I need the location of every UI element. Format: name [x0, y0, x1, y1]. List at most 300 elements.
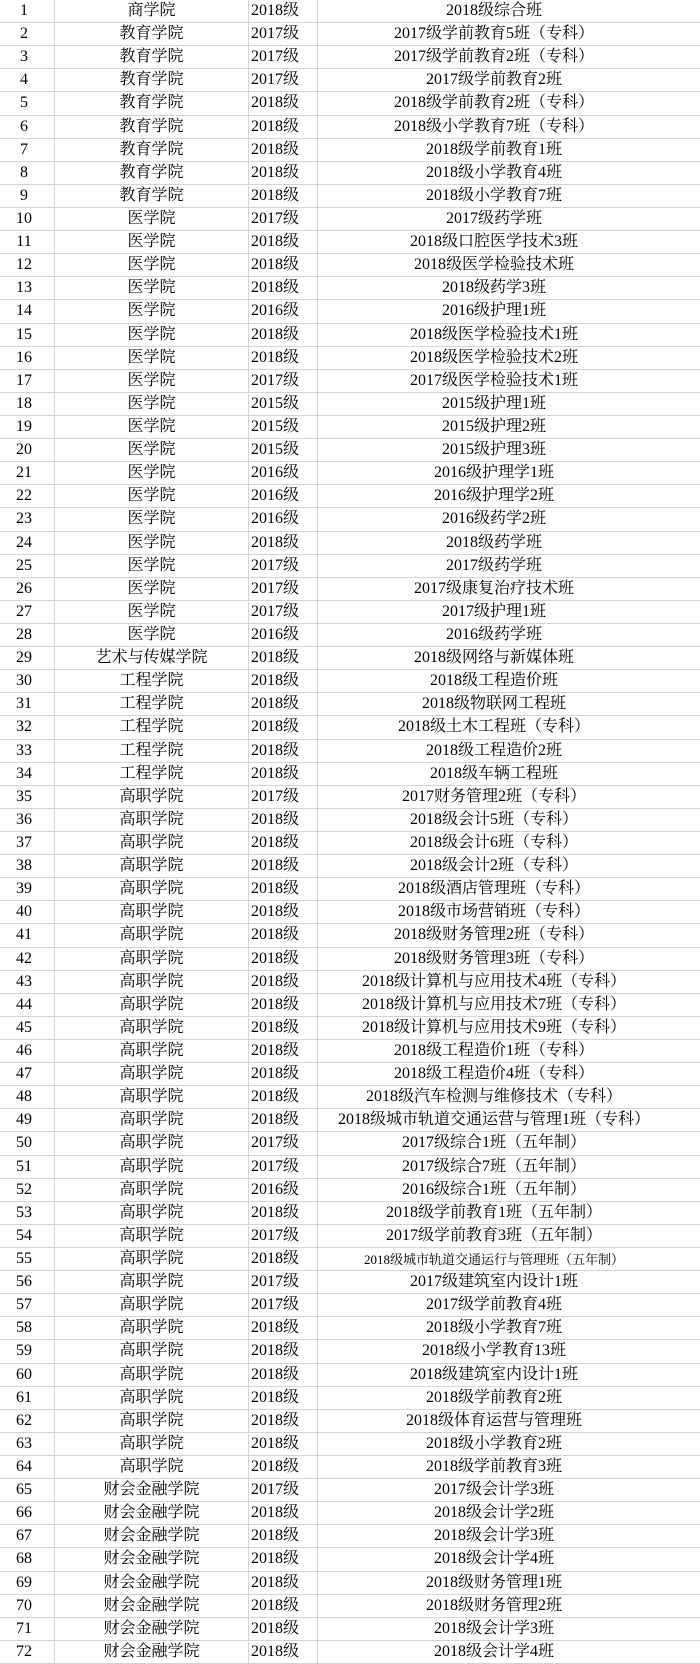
- table-row: [0, 624, 700, 647]
- table-row: [0, 462, 700, 485]
- grade-cell: 2018级: [249, 740, 318, 763]
- college-cell: 高职学院: [55, 971, 249, 994]
- grade-cell: 2018级: [249, 1433, 318, 1456]
- table-row: [0, 901, 700, 924]
- grade-cell: 2018级: [249, 994, 318, 1017]
- college-cell: 医学院: [55, 300, 249, 323]
- college-cell: 高职学院: [55, 1364, 249, 1387]
- college-cell: 高职学院: [55, 1387, 249, 1410]
- table-row: [0, 1063, 700, 1086]
- row-number-cell: 34: [0, 763, 55, 786]
- college-cell: 高职学院: [55, 1410, 249, 1433]
- table-row: [0, 1572, 700, 1595]
- class-name-cell: 2018级小学教育7班: [318, 1317, 700, 1340]
- table-row: [0, 300, 700, 323]
- row-number-cell: 60: [0, 1364, 55, 1387]
- class-name-cell: 2015级护理3班: [318, 439, 700, 462]
- college-cell: 医学院: [55, 347, 249, 370]
- college-cell: 医学院: [55, 231, 249, 254]
- table-row: [0, 1364, 700, 1387]
- college-cell: 医学院: [55, 532, 249, 555]
- college-cell: 高职学院: [55, 1040, 249, 1063]
- college-cell: 商学院: [55, 0, 249, 23]
- class-name-cell: 2018级医学检验技术1班: [318, 324, 700, 347]
- college-cell: 医学院: [55, 254, 249, 277]
- row-number-cell: 9: [0, 185, 55, 208]
- class-name-cell: 2018级药学班: [318, 532, 700, 555]
- table-row: [0, 994, 700, 1017]
- grade-cell: 2018级: [249, 647, 318, 670]
- row-number-cell: 28: [0, 624, 55, 647]
- class-name-cell: 2018级计算机与应用技术4班（专科）: [318, 971, 700, 994]
- college-cell: 教育学院: [55, 162, 249, 185]
- grade-cell: 2018级: [249, 1086, 318, 1109]
- row-number-cell: 46: [0, 1040, 55, 1063]
- grade-cell: 2018级: [249, 139, 318, 162]
- table-row: [0, 971, 700, 994]
- grade-cell: 2018级: [249, 0, 318, 23]
- grade-cell: 2017级: [249, 208, 318, 231]
- college-cell: 财会金融学院: [55, 1548, 249, 1571]
- row-number-cell: 57: [0, 1294, 55, 1317]
- class-name-cell: 2018级计算机与应用技术7班（专科）: [318, 994, 700, 1017]
- table-row: [0, 485, 700, 508]
- grade-cell: 2018级: [249, 1456, 318, 1479]
- row-number-cell: 3: [0, 46, 55, 69]
- grade-cell: 2018级: [249, 832, 318, 855]
- table-row: [0, 69, 700, 92]
- table-row: [0, 763, 700, 786]
- row-number-cell: 62: [0, 1410, 55, 1433]
- row-number-cell: 67: [0, 1525, 55, 1548]
- row-number-cell: 19: [0, 416, 55, 439]
- grade-cell: 2018级: [249, 1410, 318, 1433]
- class-name-cell: 2018级工程造价1班（专科）: [318, 1040, 700, 1063]
- table-row: [0, 716, 700, 739]
- table-row: [0, 1641, 700, 1664]
- row-number-cell: 35: [0, 786, 55, 809]
- class-name-cell: 2018级会计学2班: [318, 1502, 700, 1525]
- class-name-cell: 2018级酒店管理班（专科）: [318, 878, 700, 901]
- row-number-cell: 6: [0, 116, 55, 139]
- row-number-cell: 37: [0, 832, 55, 855]
- class-name-cell: 2018级汽车检测与维修技术（专科）: [318, 1086, 700, 1109]
- grade-cell: 2016级: [249, 462, 318, 485]
- table-row: [0, 508, 700, 531]
- class-name-cell: 2018级体育运营与管理班: [318, 1410, 700, 1433]
- table-row: [0, 670, 700, 693]
- row-number-cell: 70: [0, 1595, 55, 1618]
- college-cell: 高职学院: [55, 832, 249, 855]
- class-name-cell: 2018级会计6班（专科）: [318, 832, 700, 855]
- table-row: [0, 1040, 700, 1063]
- college-cell: 教育学院: [55, 46, 249, 69]
- row-number-cell: 39: [0, 878, 55, 901]
- college-cell: 医学院: [55, 416, 249, 439]
- grade-cell: 2018级: [249, 901, 318, 924]
- table-row: [0, 855, 700, 878]
- college-cell: 医学院: [55, 485, 249, 508]
- row-number-cell: 44: [0, 994, 55, 1017]
- class-name-cell: 2017级学前教育3班（五年制）: [318, 1225, 700, 1248]
- grade-cell: 2018级: [249, 948, 318, 971]
- row-number-cell: 68: [0, 1548, 55, 1571]
- table-row: [0, 139, 700, 162]
- class-name-cell: 2018级土木工程班（专科）: [318, 716, 700, 739]
- college-cell: 工程学院: [55, 716, 249, 739]
- table-row: [0, 878, 700, 901]
- table-row: [0, 1017, 700, 1040]
- row-number-cell: 32: [0, 716, 55, 739]
- class-name-cell: 2018级学前教育2班: [318, 1387, 700, 1410]
- college-cell: 高职学院: [55, 1017, 249, 1040]
- table-row: [0, 1109, 700, 1132]
- class-name-cell: 2017财务管理2班（专科）: [318, 786, 700, 809]
- class-name-cell: 2018级财务管理2班（专科）: [318, 924, 700, 947]
- table-row: [0, 601, 700, 624]
- college-cell: 医学院: [55, 208, 249, 231]
- college-cell: 高职学院: [55, 1456, 249, 1479]
- row-number-cell: 71: [0, 1618, 55, 1641]
- college-cell: 工程学院: [55, 740, 249, 763]
- table-row: [0, 370, 700, 393]
- grade-cell: 2017级: [249, 1225, 318, 1248]
- college-cell: 教育学院: [55, 116, 249, 139]
- class-name-cell: 2017级学前教育5班（专科）: [318, 23, 700, 46]
- class-name-cell: 2017级药学班: [318, 208, 700, 231]
- table-row: [0, 162, 700, 185]
- grade-cell: 2015级: [249, 416, 318, 439]
- college-cell: 财会金融学院: [55, 1525, 249, 1548]
- table-row: [0, 948, 700, 971]
- grade-cell: 2018级: [249, 116, 318, 139]
- table-row: [0, 786, 700, 809]
- row-number-cell: 30: [0, 670, 55, 693]
- college-cell: 高职学院: [55, 878, 249, 901]
- table-row: [0, 1595, 700, 1618]
- class-name-cell: 2018级建筑室内设计1班: [318, 1364, 700, 1387]
- class-name-cell: 2018级网络与新媒体班: [318, 647, 700, 670]
- table-row: [0, 555, 700, 578]
- grade-cell: 2016级: [249, 1179, 318, 1202]
- class-name-cell: 2015级护理1班: [318, 393, 700, 416]
- class-name-cell: 2018级会计2班（专科）: [318, 855, 700, 878]
- class-name-cell: 2017级学前教育4班: [318, 1294, 700, 1317]
- grade-cell: 2018级: [249, 971, 318, 994]
- row-number-cell: 13: [0, 277, 55, 300]
- row-number-cell: 41: [0, 924, 55, 947]
- class-name-cell: 2018级小学教育2班: [318, 1433, 700, 1456]
- class-name-cell: 2017级综合7班（五年制）: [318, 1156, 700, 1179]
- class-name-cell: 2016级药学班: [318, 624, 700, 647]
- class-name-cell: 2018级市场营销班（专科）: [318, 901, 700, 924]
- class-name-cell: 2016级护理学2班: [318, 485, 700, 508]
- table-row: [0, 578, 700, 601]
- grade-cell: 2018级: [249, 532, 318, 555]
- table-row: [0, 1456, 700, 1479]
- class-name-cell: 2018级医学检验技术班: [318, 254, 700, 277]
- table-row: [0, 1317, 700, 1340]
- grade-cell: 2016级: [249, 485, 318, 508]
- table-row: [0, 1410, 700, 1433]
- college-cell: 高职学院: [55, 809, 249, 832]
- college-cell: 教育学院: [55, 139, 249, 162]
- college-cell: 教育学院: [55, 92, 249, 115]
- grade-cell: 2018级: [249, 231, 318, 254]
- class-name-cell: 2018级学前教育3班: [318, 1456, 700, 1479]
- college-cell: 高职学院: [55, 1340, 249, 1363]
- row-number-cell: 50: [0, 1132, 55, 1155]
- grade-cell: 2018级: [249, 693, 318, 716]
- row-number-cell: 16: [0, 347, 55, 370]
- grade-cell: 2017级: [249, 1156, 318, 1179]
- college-cell: 高职学院: [55, 1433, 249, 1456]
- table-row: [0, 647, 700, 670]
- college-cell: 教育学院: [55, 23, 249, 46]
- college-cell: 高职学院: [55, 1156, 249, 1179]
- grade-cell: 2017级: [249, 1479, 318, 1502]
- college-cell: 医学院: [55, 601, 249, 624]
- row-number-cell: 14: [0, 300, 55, 323]
- table-row: [0, 1387, 700, 1410]
- row-number-cell: 55: [0, 1248, 55, 1271]
- class-name-cell: 2017级学前教育2班（专科）: [318, 46, 700, 69]
- grade-cell: 2018级: [249, 324, 318, 347]
- college-cell: 高职学院: [55, 1063, 249, 1086]
- grade-cell: 2018级: [249, 185, 318, 208]
- grade-cell: 2015级: [249, 439, 318, 462]
- table-row: [0, 416, 700, 439]
- college-cell: 财会金融学院: [55, 1595, 249, 1618]
- college-cell: 财会金融学院: [55, 1618, 249, 1641]
- class-name-cell: 2018级会计学4班: [318, 1641, 700, 1664]
- table-row: [0, 277, 700, 300]
- row-number-cell: 23: [0, 508, 55, 531]
- table-row: [0, 1132, 700, 1155]
- grade-cell: 2018级: [249, 809, 318, 832]
- class-name-cell: 2018级物联网工程班: [318, 693, 700, 716]
- row-number-cell: 1: [0, 0, 55, 23]
- row-number-cell: 59: [0, 1340, 55, 1363]
- class-name-cell: 2018级车辆工程班: [318, 763, 700, 786]
- table-row: [0, 1479, 700, 1502]
- college-cell: 高职学院: [55, 901, 249, 924]
- grade-cell: 2018级: [249, 1641, 318, 1664]
- college-cell: 教育学院: [55, 69, 249, 92]
- table-row: [0, 1548, 700, 1571]
- table-row: [0, 1225, 700, 1248]
- table-row: [0, 693, 700, 716]
- row-number-cell: 69: [0, 1572, 55, 1595]
- class-name-cell: 2016级护理1班: [318, 300, 700, 323]
- college-cell: 高职学院: [55, 786, 249, 809]
- row-number-cell: 36: [0, 809, 55, 832]
- grade-cell: 2018级: [249, 855, 318, 878]
- class-name-cell: 2018级医学检验技术2班: [318, 347, 700, 370]
- table-row: [0, 185, 700, 208]
- college-cell: 高职学院: [55, 1202, 249, 1225]
- class-name-cell: 2018级综合班: [318, 0, 700, 23]
- row-number-cell: 54: [0, 1225, 55, 1248]
- table-row: [0, 1525, 700, 1548]
- grade-cell: 2018级: [249, 1109, 318, 1132]
- grade-cell: 2017级: [249, 370, 318, 393]
- table-row: [0, 347, 700, 370]
- grade-cell: 2018级: [249, 1063, 318, 1086]
- grade-cell: 2018级: [249, 254, 318, 277]
- row-number-cell: 22: [0, 485, 55, 508]
- grade-cell: 2018级: [249, 1040, 318, 1063]
- row-number-cell: 26: [0, 578, 55, 601]
- grade-cell: 2016级: [249, 300, 318, 323]
- grade-cell: 2017级: [249, 601, 318, 624]
- table-row: [0, 1248, 700, 1271]
- row-number-cell: 47: [0, 1063, 55, 1086]
- table-row: [0, 254, 700, 277]
- row-number-cell: 49: [0, 1109, 55, 1132]
- row-number-cell: 18: [0, 393, 55, 416]
- class-name-cell: 2017级药学班: [318, 555, 700, 578]
- row-number-cell: 52: [0, 1179, 55, 1202]
- row-number-cell: 63: [0, 1433, 55, 1456]
- grade-cell: 2017级: [249, 1294, 318, 1317]
- grade-cell: 2017级: [249, 555, 318, 578]
- class-name-cell: 2018级财务管理3班（专科）: [318, 948, 700, 971]
- college-cell: 高职学院: [55, 855, 249, 878]
- class-name-cell: 2018级工程造价4班（专科）: [318, 1063, 700, 1086]
- table-row: [0, 0, 700, 23]
- table-row: [0, 393, 700, 416]
- college-cell: 高职学院: [55, 1086, 249, 1109]
- table-row: [0, 740, 700, 763]
- class-name-cell: 2018级会计学3班: [318, 1618, 700, 1641]
- class-name-cell: 2018级会计5班（专科）: [318, 809, 700, 832]
- class-name-cell: 2018级财务管理1班: [318, 1572, 700, 1595]
- class-name-cell: 2018级会计学3班: [318, 1525, 700, 1548]
- row-number-cell: 10: [0, 208, 55, 231]
- class-name-cell: 2018级城市轨道交通运营与管理1班（专科）: [318, 1109, 700, 1132]
- table-row: [0, 832, 700, 855]
- row-number-cell: 56: [0, 1271, 55, 1294]
- grade-cell: 2018级: [249, 670, 318, 693]
- grade-cell: 2018级: [249, 716, 318, 739]
- grade-cell: 2017级: [249, 786, 318, 809]
- row-number-cell: 7: [0, 139, 55, 162]
- college-cell: 财会金融学院: [55, 1572, 249, 1595]
- class-name-cell: 2018级小学教育4班: [318, 162, 700, 185]
- college-cell: 高职学院: [55, 1109, 249, 1132]
- college-cell: 医学院: [55, 324, 249, 347]
- class-name-cell: 2017级综合1班（五年制）: [318, 1132, 700, 1155]
- class-name-cell: 2017级建筑室内设计1班: [318, 1271, 700, 1294]
- class-name-cell: 2018级城市轨道交通运行与管理班（五年制）: [318, 1248, 700, 1271]
- class-name-cell: 2016级护理学1班: [318, 462, 700, 485]
- class-name-cell: 2018级小学教育7班: [318, 185, 700, 208]
- row-number-cell: 51: [0, 1156, 55, 1179]
- row-number-cell: 43: [0, 971, 55, 994]
- table-row: [0, 1271, 700, 1294]
- table-row: [0, 924, 700, 947]
- class-name-cell: 2017级医学检验技术1班: [318, 370, 700, 393]
- grade-cell: 2018级: [249, 277, 318, 300]
- table-row: [0, 1433, 700, 1456]
- row-number-cell: 65: [0, 1479, 55, 1502]
- table-row: [0, 1202, 700, 1225]
- table-row: [0, 208, 700, 231]
- table-row: [0, 809, 700, 832]
- row-number-cell: 53: [0, 1202, 55, 1225]
- row-number-cell: 17: [0, 370, 55, 393]
- table-row: [0, 1502, 700, 1525]
- college-cell: 医学院: [55, 393, 249, 416]
- class-name-cell: 2018级口腔医学技术3班: [318, 231, 700, 254]
- grade-cell: 2018级: [249, 162, 318, 185]
- row-number-cell: 48: [0, 1086, 55, 1109]
- grade-cell: 2018级: [249, 1595, 318, 1618]
- grade-cell: 2018级: [249, 1387, 318, 1410]
- table-row: [0, 46, 700, 69]
- college-cell: 财会金融学院: [55, 1641, 249, 1664]
- table-row: [0, 532, 700, 555]
- row-number-cell: 5: [0, 92, 55, 115]
- table-row: [0, 231, 700, 254]
- college-cell: 高职学院: [55, 1271, 249, 1294]
- grade-cell: 2018级: [249, 1317, 318, 1340]
- table-row: [0, 1294, 700, 1317]
- row-number-cell: 24: [0, 532, 55, 555]
- class-name-cell: 2017级会计学3班: [318, 1479, 700, 1502]
- row-number-cell: 12: [0, 254, 55, 277]
- grade-cell: 2018级: [249, 924, 318, 947]
- table-row: [0, 1086, 700, 1109]
- grade-cell: 2018级: [249, 1572, 318, 1595]
- class-name-cell: 2016级综合1班（五年制）: [318, 1179, 700, 1202]
- grade-cell: 2018级: [249, 347, 318, 370]
- table-row: [0, 92, 700, 115]
- class-name-cell: 2018级会计学4班: [318, 1548, 700, 1571]
- college-cell: 高职学院: [55, 924, 249, 947]
- grade-cell: 2017级: [249, 46, 318, 69]
- table-row: [0, 324, 700, 347]
- college-cell: 高职学院: [55, 1132, 249, 1155]
- class-name-cell: 2015级护理2班: [318, 416, 700, 439]
- college-cell: 医学院: [55, 462, 249, 485]
- row-number-cell: 38: [0, 855, 55, 878]
- college-cell: 医学院: [55, 555, 249, 578]
- class-name-cell: 2018级工程造价2班: [318, 740, 700, 763]
- college-cell: 医学院: [55, 578, 249, 601]
- table-row: [0, 1340, 700, 1363]
- table-row: [0, 116, 700, 139]
- class-name-cell: 2018级小学教育13班: [318, 1340, 700, 1363]
- class-name-cell: 2018级工程造价班: [318, 670, 700, 693]
- grade-cell: 2018级: [249, 878, 318, 901]
- college-cell: 高职学院: [55, 1225, 249, 1248]
- grade-cell: 2018级: [249, 92, 318, 115]
- table-row: [0, 1156, 700, 1179]
- college-cell: 艺术与传媒学院: [55, 647, 249, 670]
- class-name-cell: 2018级小学教育7班（专科）: [318, 116, 700, 139]
- college-cell: 工程学院: [55, 693, 249, 716]
- row-number-cell: 58: [0, 1317, 55, 1340]
- grade-cell: 2015级: [249, 393, 318, 416]
- row-number-cell: 4: [0, 69, 55, 92]
- grade-cell: 2018级: [249, 763, 318, 786]
- college-cell: 高职学院: [55, 994, 249, 1017]
- row-number-cell: 66: [0, 1502, 55, 1525]
- class-name-cell: 2018级学前教育1班: [318, 139, 700, 162]
- grade-cell: 2017级: [249, 578, 318, 601]
